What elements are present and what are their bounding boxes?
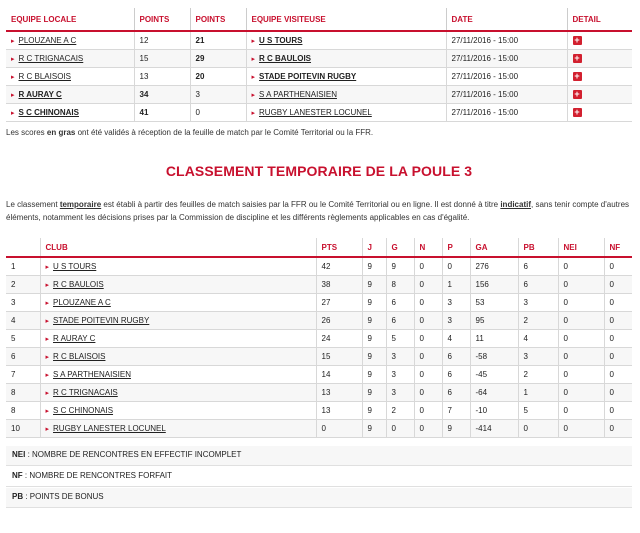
matches-header-row bbox=[6, 8, 632, 31]
pb-cell: 1 bbox=[518, 384, 558, 402]
pts-cell: 26 bbox=[316, 312, 362, 330]
rank-cell: 4 bbox=[6, 312, 40, 330]
home-team-link[interactable]: R C TRIGNACAIS bbox=[18, 54, 84, 63]
page-content bbox=[6, 8, 632, 509]
club-link[interactable]: RUGBY LANESTER LOCUNEL bbox=[53, 424, 166, 433]
detail-plus-icon[interactable]: + bbox=[574, 35, 580, 45]
club-cell[interactable] bbox=[40, 366, 316, 384]
arrow-right-icon: ▸ bbox=[251, 56, 256, 63]
rank-cell: 8 bbox=[6, 402, 40, 420]
p-cell: 1 bbox=[442, 276, 470, 294]
ranking-row bbox=[6, 276, 632, 294]
n-cell: 0 bbox=[414, 366, 442, 384]
ga-cell: -58 bbox=[470, 348, 518, 366]
arrow-right-icon: ▸ bbox=[45, 426, 50, 433]
p-cell: 6 bbox=[442, 384, 470, 402]
col-header-ga: GA bbox=[470, 238, 518, 257]
match-date: 27/11/2016 - 15:00 bbox=[446, 68, 567, 86]
col-header-j: J bbox=[362, 238, 386, 257]
col-header-g: G bbox=[386, 238, 414, 257]
j-cell: 9 bbox=[362, 402, 386, 420]
rank-cell: 1 bbox=[6, 257, 40, 276]
detail-cell bbox=[567, 31, 632, 50]
nei-cell: 0 bbox=[558, 276, 604, 294]
detail-cell bbox=[567, 50, 632, 68]
arrow-right-icon: ▸ bbox=[251, 74, 256, 81]
nei-cell: 0 bbox=[558, 294, 604, 312]
nei-cell: 0 bbox=[558, 348, 604, 366]
club-cell[interactable] bbox=[40, 276, 316, 294]
home-team-cell[interactable] bbox=[6, 68, 134, 86]
ga-cell: -10 bbox=[470, 402, 518, 420]
away-team-link[interactable]: S A PARTHENAISIEN bbox=[259, 90, 337, 99]
pb-cell: 0 bbox=[518, 420, 558, 438]
nf-cell: 0 bbox=[604, 294, 632, 312]
detail-plus-icon[interactable]: + bbox=[574, 107, 580, 117]
home-team-link[interactable]: R AURAY C bbox=[18, 90, 62, 99]
pts-cell: 0 bbox=[316, 420, 362, 438]
arrow-right-icon: ▸ bbox=[45, 282, 50, 289]
arrow-right-icon: ▸ bbox=[251, 38, 256, 45]
n-cell: 0 bbox=[414, 276, 442, 294]
ga-cell: 156 bbox=[470, 276, 518, 294]
ga-cell: 11 bbox=[470, 330, 518, 348]
match-date: 27/11/2016 - 15:00 bbox=[446, 31, 567, 50]
j-cell: 9 bbox=[362, 294, 386, 312]
nf-cell: 0 bbox=[604, 276, 632, 294]
rank-cell: 5 bbox=[6, 330, 40, 348]
detail-plus-icon[interactable]: + bbox=[574, 71, 580, 81]
home-points: 34 bbox=[134, 86, 190, 104]
g-cell: 0 bbox=[386, 420, 414, 438]
pts-cell: 42 bbox=[316, 257, 362, 276]
j-cell: 9 bbox=[362, 420, 386, 438]
j-cell: 9 bbox=[362, 276, 386, 294]
nf-cell: 0 bbox=[604, 420, 632, 438]
g-cell: 3 bbox=[386, 348, 414, 366]
club-link[interactable]: STADE POITEVIN RUGBY bbox=[53, 316, 150, 325]
arrow-right-icon: ▸ bbox=[11, 110, 15, 117]
nf-cell: 0 bbox=[604, 384, 632, 402]
match-row bbox=[6, 86, 632, 104]
nei-cell: 0 bbox=[558, 420, 604, 438]
ranking-row bbox=[6, 257, 632, 276]
note-bold: en gras bbox=[46, 128, 76, 137]
p-cell: 6 bbox=[442, 348, 470, 366]
g-cell: 6 bbox=[386, 312, 414, 330]
nei-cell: 0 bbox=[558, 312, 604, 330]
detail-cell bbox=[567, 104, 632, 122]
arrow-right-icon: ▸ bbox=[45, 336, 50, 343]
col-header-away-points: POINTS bbox=[190, 8, 246, 31]
match-date: 27/11/2016 - 15:00 bbox=[446, 50, 567, 68]
pb-cell: 2 bbox=[518, 312, 558, 330]
pts-cell: 14 bbox=[316, 366, 362, 384]
p-cell: 9 bbox=[442, 420, 470, 438]
pts-cell: 13 bbox=[316, 384, 362, 402]
club-link[interactable]: R AURAY C bbox=[53, 334, 96, 343]
home-team-cell[interactable] bbox=[6, 86, 134, 104]
ranking-heading: CLASSEMENT TEMPORAIRE DE LA POULE 3 bbox=[165, 163, 473, 179]
p-cell: 0 bbox=[442, 257, 470, 276]
g-cell: 8 bbox=[386, 276, 414, 294]
n-cell: 0 bbox=[414, 348, 442, 366]
club-link[interactable]: R C BAULOIS bbox=[53, 280, 104, 289]
club-link[interactable]: PLOUZANE A C bbox=[53, 298, 111, 307]
ranking-row bbox=[6, 384, 632, 402]
club-cell[interactable] bbox=[40, 420, 316, 438]
away-team-link[interactable]: R C BAULOIS bbox=[259, 54, 312, 63]
col-header-rank bbox=[6, 238, 40, 257]
detail-cell bbox=[567, 68, 632, 86]
club-cell[interactable] bbox=[40, 312, 316, 330]
ranking-intro: Le classement temporaire est établi à partir des feuilles de match saisies par la FFR ou le Comité Territorial ou en ligne. Il est donné à titre indicatif, sans tenir compte d'autres éléments, notamment les décisions prises par la Commission de discipline et les différents règlements applicables en cas d'égalité. bbox=[6, 200, 630, 222]
arrow-right-icon: ▸ bbox=[45, 318, 50, 325]
away-points: 3 bbox=[190, 86, 246, 104]
pb-cell: 2 bbox=[518, 366, 558, 384]
rank-cell: 3 bbox=[6, 294, 40, 312]
ga-cell: 276 bbox=[470, 257, 518, 276]
match-row bbox=[6, 68, 632, 86]
j-cell: 9 bbox=[362, 312, 386, 330]
home-team-cell[interactable] bbox=[6, 31, 134, 50]
p-cell: 7 bbox=[442, 402, 470, 420]
p-cell: 6 bbox=[442, 366, 470, 384]
ga-cell: 95 bbox=[470, 312, 518, 330]
away-team-cell[interactable] bbox=[246, 86, 446, 104]
away-team-cell[interactable] bbox=[246, 104, 446, 122]
legend-item-pb: PB : POINTS DE BONUS bbox=[6, 488, 632, 508]
g-cell: 9 bbox=[386, 257, 414, 276]
col-header-pb: PB bbox=[518, 238, 558, 257]
ranking-row bbox=[6, 366, 632, 384]
legend bbox=[6, 446, 632, 508]
nf-cell: 0 bbox=[604, 257, 632, 276]
home-team-cell[interactable] bbox=[6, 104, 134, 122]
club-cell[interactable] bbox=[40, 384, 316, 402]
p-cell: 4 bbox=[442, 330, 470, 348]
temporary-link: temporaire bbox=[59, 200, 102, 209]
club-cell[interactable] bbox=[40, 294, 316, 312]
indicative-link: indicatif bbox=[500, 200, 531, 209]
club-link[interactable]: R C BLAISOIS bbox=[53, 352, 106, 361]
j-cell: 9 bbox=[362, 257, 386, 276]
rank-cell: 8 bbox=[6, 384, 40, 402]
away-team-cell[interactable] bbox=[246, 68, 446, 86]
ranking-row bbox=[6, 402, 632, 420]
col-header-nf: NF bbox=[604, 238, 632, 257]
nf-cell: 0 bbox=[604, 402, 632, 420]
col-header-home-team: EQUIPE LOCALE bbox=[6, 8, 134, 31]
p-cell: 3 bbox=[442, 312, 470, 330]
pts-cell: 38 bbox=[316, 276, 362, 294]
matches-table bbox=[6, 8, 632, 122]
col-header-club: CLUB bbox=[40, 238, 316, 257]
nei-cell: 0 bbox=[558, 366, 604, 384]
ga-cell: -414 bbox=[470, 420, 518, 438]
g-cell: 2 bbox=[386, 402, 414, 420]
g-cell: 6 bbox=[386, 294, 414, 312]
away-points: 21 bbox=[190, 31, 246, 50]
ranking-row bbox=[6, 330, 632, 348]
legend-item-nf: NF : NOMBRE DE RENCONTRES FORFAIT bbox=[6, 467, 632, 487]
away-points: 20 bbox=[190, 68, 246, 86]
club-cell[interactable] bbox=[40, 257, 316, 276]
rank-cell: 6 bbox=[6, 348, 40, 366]
ga-cell: -45 bbox=[470, 366, 518, 384]
away-points: 29 bbox=[190, 50, 246, 68]
nf-cell: 0 bbox=[604, 366, 632, 384]
detail-plus-icon[interactable]: + bbox=[574, 89, 580, 99]
away-team-link[interactable]: U S TOURS bbox=[259, 36, 303, 45]
home-team-link[interactable]: PLOUZANE A C bbox=[18, 36, 77, 45]
away-team-link[interactable]: RUGBY LANESTER LOCUNEL bbox=[259, 108, 372, 117]
ranking-row bbox=[6, 294, 632, 312]
home-points: 41 bbox=[134, 104, 190, 122]
pb-cell: 3 bbox=[518, 348, 558, 366]
match-row bbox=[6, 31, 632, 50]
home-points: 15 bbox=[134, 50, 190, 68]
col-header-nei: NEI bbox=[558, 238, 604, 257]
club-cell[interactable] bbox=[40, 330, 316, 348]
n-cell: 0 bbox=[414, 330, 442, 348]
rank-cell: 2 bbox=[6, 276, 40, 294]
away-points: 0 bbox=[190, 104, 246, 122]
rank-cell: 7 bbox=[6, 366, 40, 384]
home-team-link[interactable]: S C CHINONAIS bbox=[18, 108, 79, 117]
arrow-right-icon: ▸ bbox=[45, 372, 50, 379]
n-cell: 0 bbox=[414, 312, 442, 330]
pb-cell: 4 bbox=[518, 330, 558, 348]
home-team-cell[interactable] bbox=[6, 50, 134, 68]
g-cell: 3 bbox=[386, 366, 414, 384]
ranking-row bbox=[6, 348, 632, 366]
pb-cell: 6 bbox=[518, 276, 558, 294]
nf-cell: 0 bbox=[604, 312, 632, 330]
home-points: 12 bbox=[134, 31, 190, 50]
j-cell: 9 bbox=[362, 366, 386, 384]
nf-cell: 0 bbox=[604, 330, 632, 348]
club-link[interactable]: R C TRIGNACAIS bbox=[53, 388, 118, 397]
away-team-link[interactable]: STADE POITEVIN RUGBY bbox=[259, 72, 357, 81]
nf-cell: 0 bbox=[604, 348, 632, 366]
match-date: 27/11/2016 - 15:00 bbox=[446, 104, 567, 122]
club-link[interactable]: S A PARTHENAISIEN bbox=[53, 370, 131, 379]
col-header-home-points: POINTS bbox=[134, 8, 190, 31]
pts-cell: 24 bbox=[316, 330, 362, 348]
club-cell[interactable] bbox=[40, 402, 316, 420]
arrow-right-icon: ▸ bbox=[45, 300, 50, 307]
nei-cell: 0 bbox=[558, 384, 604, 402]
ga-cell: 53 bbox=[470, 294, 518, 312]
arrow-right-icon: ▸ bbox=[11, 56, 15, 63]
match-row bbox=[6, 50, 632, 68]
nei-cell: 0 bbox=[558, 257, 604, 276]
col-header-date: DATE bbox=[446, 8, 567, 31]
arrow-right-icon: ▸ bbox=[45, 354, 50, 361]
nei-cell: 0 bbox=[558, 402, 604, 420]
j-cell: 9 bbox=[362, 348, 386, 366]
j-cell: 9 bbox=[362, 384, 386, 402]
arrow-right-icon: ▸ bbox=[45, 408, 50, 415]
pb-cell: 3 bbox=[518, 294, 558, 312]
home-points: 13 bbox=[134, 68, 190, 86]
away-team-cell[interactable] bbox=[246, 31, 446, 50]
legend-item-nei: NEI : NOMBRE DE RENCONTRES EN EFFECTIF INCOMPLET bbox=[6, 446, 632, 466]
col-header-n: N bbox=[414, 238, 442, 257]
home-team-link[interactable]: R C BLAISOIS bbox=[18, 72, 71, 81]
pts-cell: 13 bbox=[316, 402, 362, 420]
col-header-p: P bbox=[442, 238, 470, 257]
ga-cell: -64 bbox=[470, 384, 518, 402]
pb-cell: 5 bbox=[518, 402, 558, 420]
nei-cell: 0 bbox=[558, 330, 604, 348]
detail-plus-icon[interactable]: + bbox=[574, 53, 580, 63]
g-cell: 3 bbox=[386, 384, 414, 402]
pts-cell: 15 bbox=[316, 348, 362, 366]
g-cell: 5 bbox=[386, 330, 414, 348]
pts-cell: 27 bbox=[316, 294, 362, 312]
club-cell[interactable] bbox=[40, 348, 316, 366]
rank-cell: 10 bbox=[6, 420, 40, 438]
detail-cell bbox=[567, 86, 632, 104]
n-cell: 0 bbox=[414, 257, 442, 276]
ranking-row bbox=[6, 420, 632, 438]
ranking-table bbox=[6, 238, 632, 438]
n-cell: 0 bbox=[414, 384, 442, 402]
n-cell: 0 bbox=[414, 402, 442, 420]
arrow-right-icon: ▸ bbox=[45, 390, 50, 397]
arrow-right-icon: ▸ bbox=[45, 264, 50, 271]
club-link[interactable]: S C CHINONAIS bbox=[53, 406, 114, 415]
arrow-right-icon: ▸ bbox=[11, 38, 15, 45]
arrow-right-icon: ▸ bbox=[11, 74, 15, 81]
match-row bbox=[6, 104, 632, 122]
j-cell: 9 bbox=[362, 330, 386, 348]
arrow-right-icon: ▸ bbox=[251, 92, 256, 99]
ranking-header-row bbox=[6, 238, 632, 257]
p-cell: 3 bbox=[442, 294, 470, 312]
club-link[interactable]: U S TOURS bbox=[53, 262, 97, 271]
n-cell: 0 bbox=[414, 294, 442, 312]
match-date: 27/11/2016 - 15:00 bbox=[446, 86, 567, 104]
scores-note: Les scores en gras ont été validés à réception de la feuille de match par le Comité Territorial ou la FFR. bbox=[6, 128, 374, 137]
away-team-cell[interactable] bbox=[246, 50, 446, 68]
col-header-detail: DETAIL bbox=[567, 8, 632, 31]
col-header-pts: PTS bbox=[316, 238, 362, 257]
pb-cell: 6 bbox=[518, 257, 558, 276]
arrow-right-icon: ▸ bbox=[251, 110, 256, 117]
col-header-away-team: EQUIPE VISITEUSE bbox=[246, 8, 446, 31]
arrow-right-icon: ▸ bbox=[11, 92, 15, 99]
n-cell: 0 bbox=[414, 420, 442, 438]
ranking-row bbox=[6, 312, 632, 330]
